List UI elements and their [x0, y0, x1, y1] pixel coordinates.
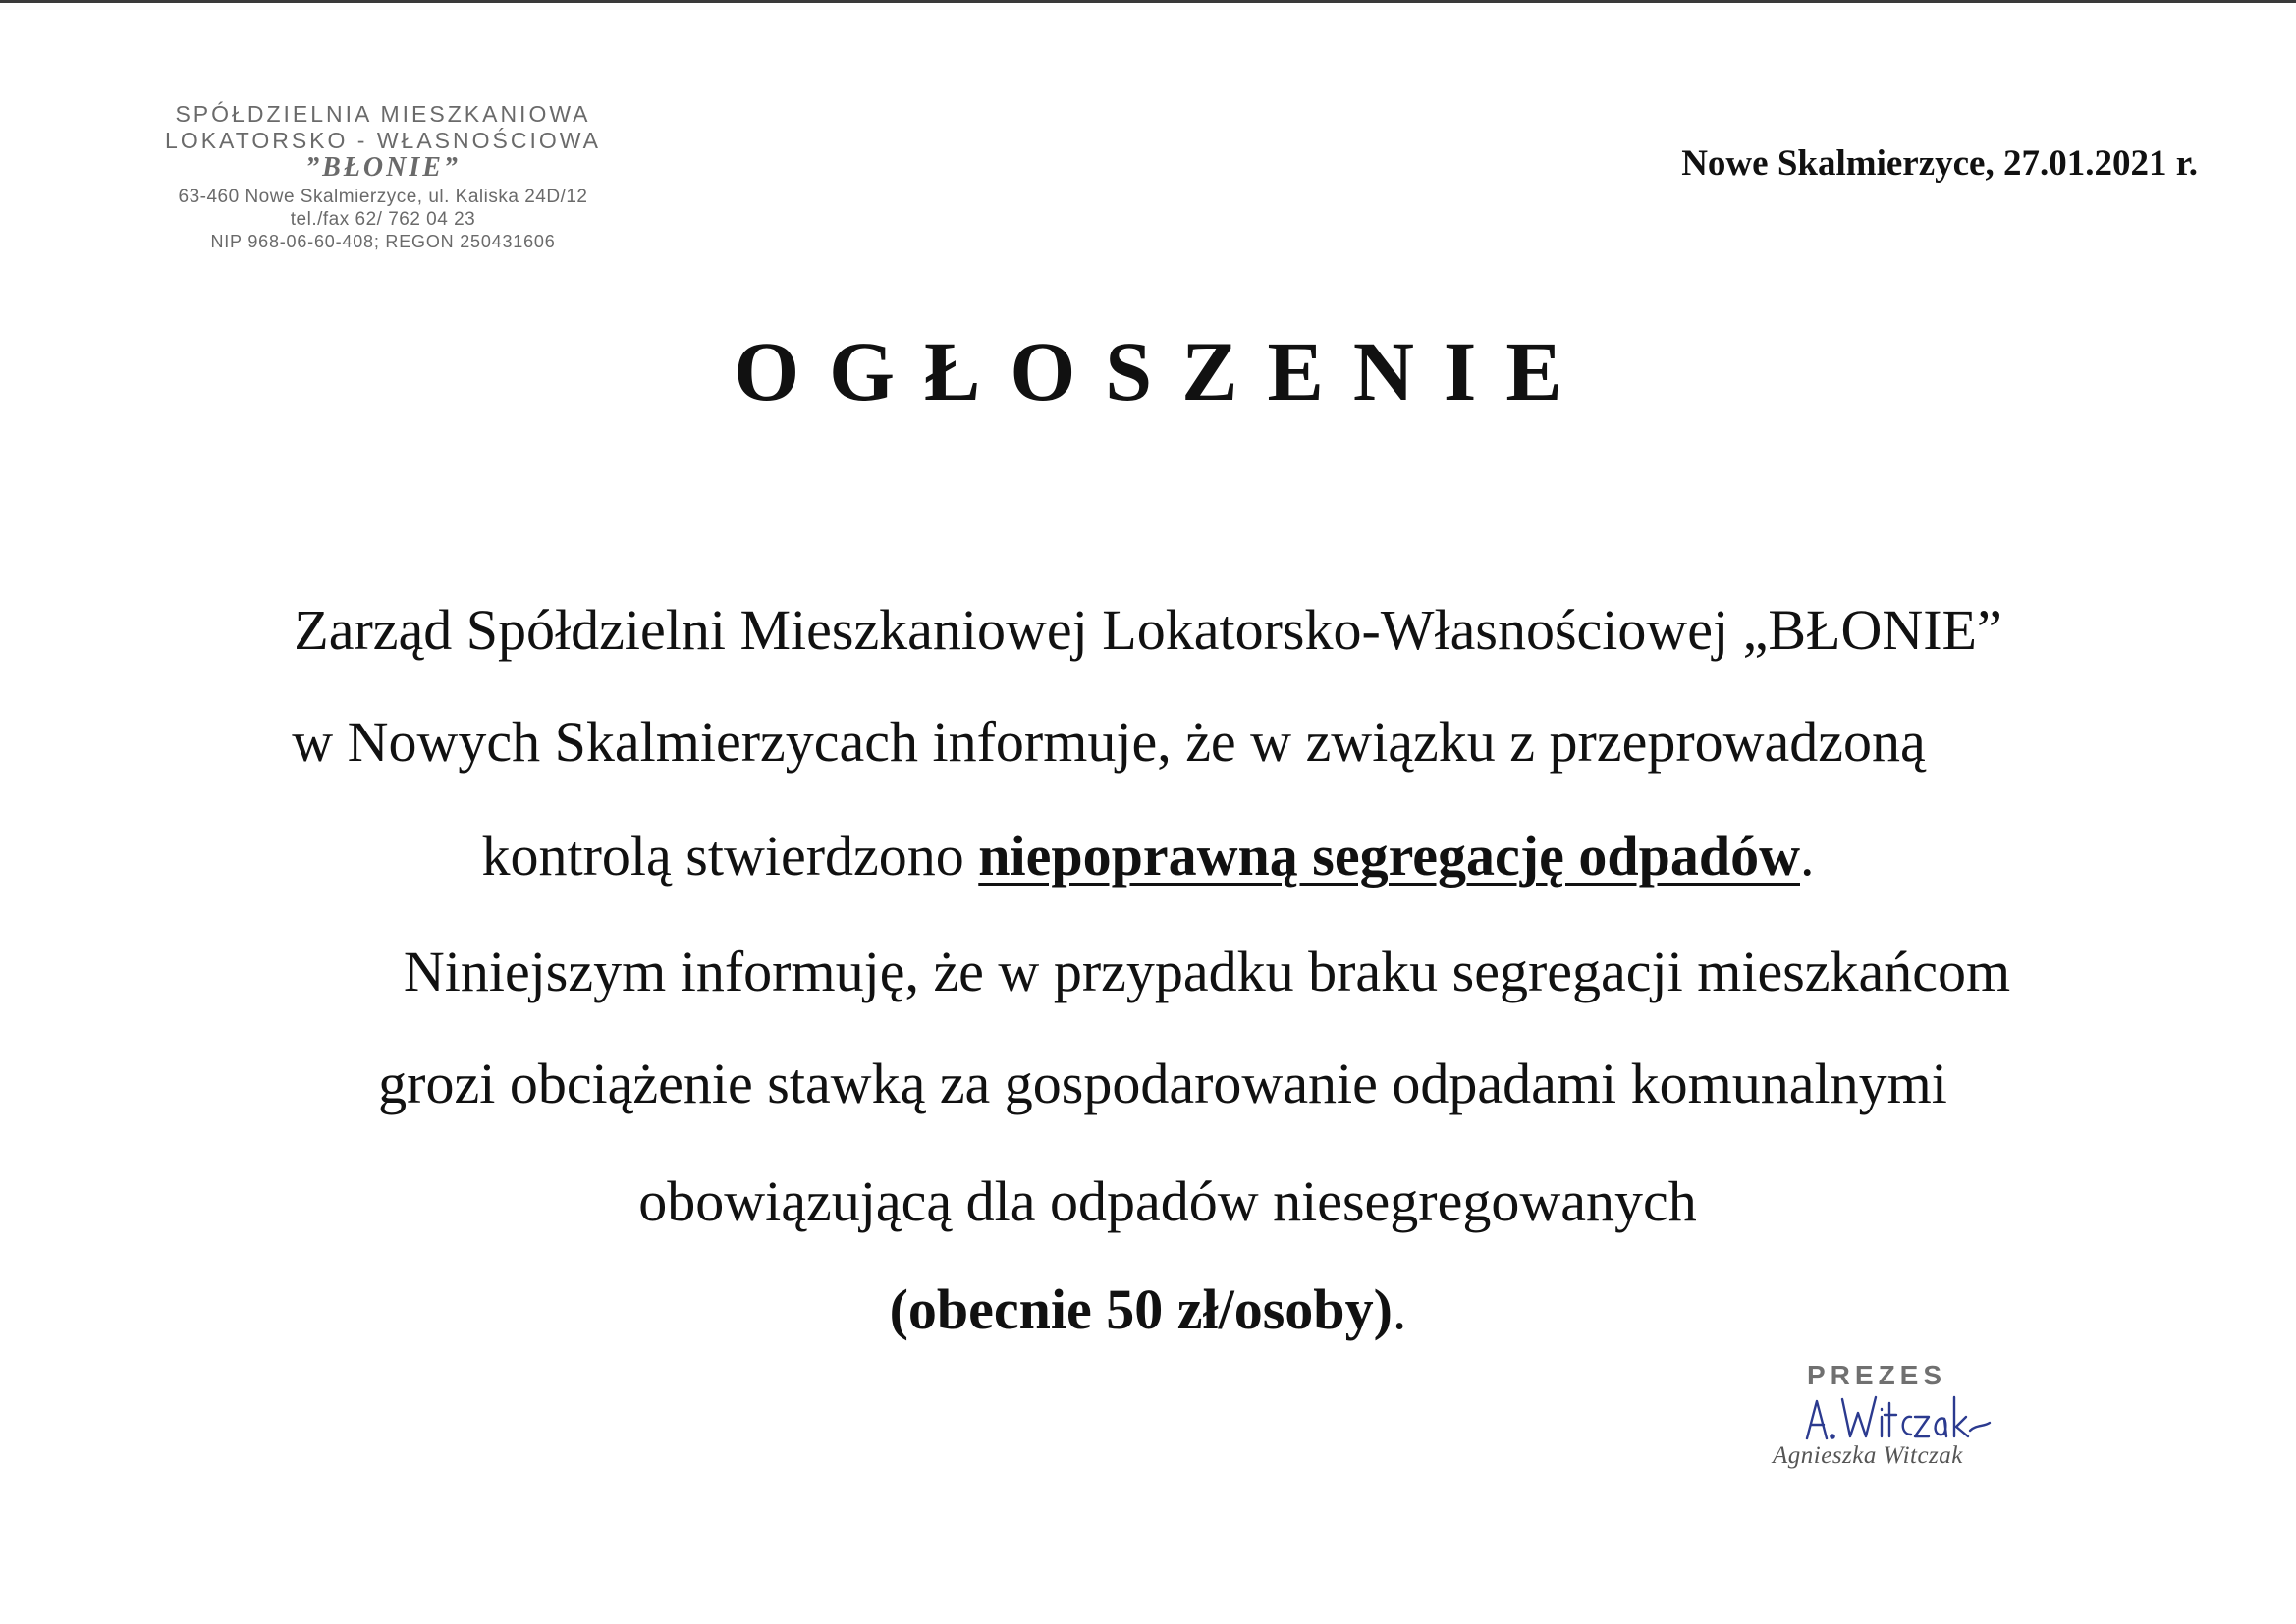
stamp-line-name: SPÓŁDZIELNIA MIESZKANIOWA: [175, 101, 591, 127]
body-line-5: grozi obciążenie stawką za gospodarowanie odpadami komunalnymi: [378, 1052, 1947, 1115]
stamp-line-address: 63-460 Nowe Skalmierzyce, ul. Kaliska 24D/12: [178, 187, 588, 207]
body-line-3-period: .: [1800, 824, 1815, 888]
body-line-1: Zarząd Spółdzielni Mieszkaniowej Lokatorsko-Własnościowej „BŁONIE”: [294, 598, 2002, 662]
signatory-name: Agnieszka Witczak: [1773, 1442, 1963, 1469]
cooperative-stamp: [147, 103, 619, 250]
body-line-2: w Nowych Skalmierzycach informuje, że w związku z przeprowadzoną: [292, 710, 1926, 774]
signature-title: PREZES: [1807, 1360, 1947, 1390]
signature-block: [1758, 1360, 2043, 1488]
body-line-7-period: .: [1392, 1277, 1407, 1341]
announcement-title: [0, 322, 2296, 420]
scan-edge-line: [0, 0, 2296, 3]
body-line-7: [0, 1276, 2296, 1342]
stamp-line-ids: NIP 968-06-60-408; REGON 250431606: [210, 232, 556, 251]
body-line-6: obowiązującą dla odpadów niesegregowanych: [638, 1169, 1697, 1233]
highlighted-issue: niepoprawną segregację odpadów: [978, 824, 1800, 888]
body-line-3: [0, 823, 2296, 889]
body-line-4: Niniejszym informuję, że w przypadku braku segregacji mieszkańcom: [403, 940, 2011, 1003]
handwritten-signature: [1797, 1387, 1994, 1446]
stamp-line-phone: tel./fax 62/ 762 04 23: [290, 209, 476, 230]
announcement-title-text: OGŁOSZENIE: [734, 324, 1592, 418]
stamp-line-type: LOKATORSKO - WŁASNOŚCIOWA: [165, 128, 601, 153]
place-and-date: Nowe Skalmierzyce, 27.01.2021 r.: [1681, 143, 2198, 184]
body-line-3-text: kontrolą stwierdzono: [481, 824, 979, 888]
stamp-line-brand: ”BŁONIE”: [305, 152, 461, 183]
fee-amount: (obecnie 50 zł/osoby): [889, 1277, 1393, 1341]
